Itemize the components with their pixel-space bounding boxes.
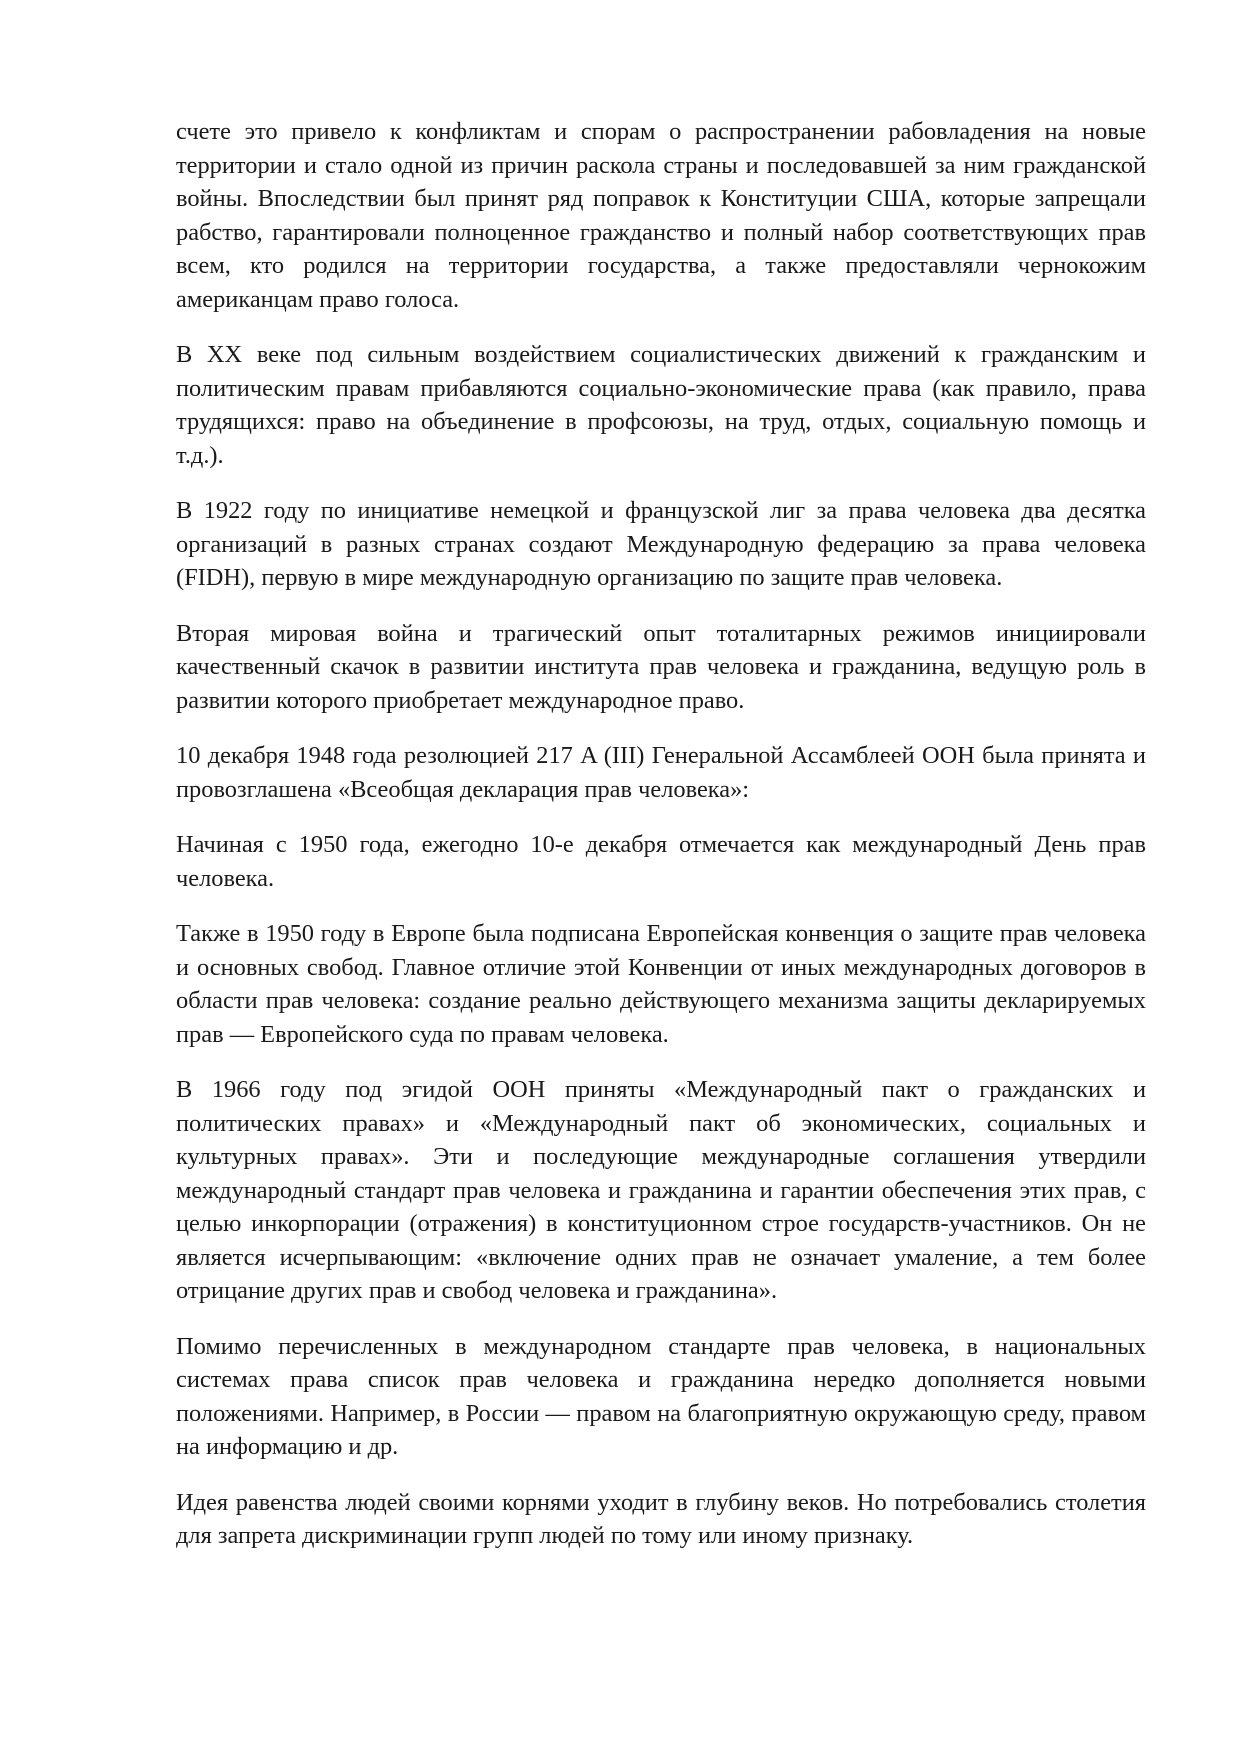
paragraph-7: Также в 1950 году в Европе была подписана Европейская конвенция о защите прав человека и основных свобод. Главное отличие этой Конвенции от иных международных договоров в области прав человека: создание реально действующего механизма защиты декларируемых прав — Европейского суда по правам человека.	[176, 920, 1146, 1048]
paragraph-10: Идея равенства людей своими корнями уходит в глубину веков. Но потребовались столетия для запрета дискриминации групп людей по тому или иному признаку.	[176, 1488, 1146, 1549]
paragraph-4: Вторая мировая война и трагический опыт тоталитарных режимов инициировали качественный скачок в развитии института прав человека и гражданина, ведущую роль в развитии которого приобретает международное право.	[176, 619, 1146, 714]
paragraph-2: В XX веке под сильным воздействием социалистических движений к гражданским и политическим правам прибавляются социально-экономические права (как правило, права трудящихся: право на объединение в профсоюзы, на труд, отдых, социальную помощь и т.д.).	[176, 341, 1146, 469]
document-body	[176, 115, 1146, 1575]
paragraph-9: Помимо перечисленных в международном стандарте прав человека, в национальных системах права список прав человека и гражданина нередко дополняется новыми положениями. Например, в России — правом на благоприятную окружающую среду, правом на информацию и др.	[176, 1332, 1146, 1460]
paragraph-6: Начиная с 1950 года, ежегодно 10-е декабря отмечается как международный День прав человека.	[176, 831, 1146, 892]
paragraph-8: В 1966 году под эгидой ООН приняты «Международный пакт о гражданских и политических правах» и «Международный пакт об экономических, социальных и культурных правах». Эти и последующие международные соглашения утвердили международный стандарт прав человека и гражданина и гарантии обеспечения этих прав, с целью инкорпорации (отражения) в конституционном строе государств-участников. Он не является исчерпывающим: «включение одних прав не означает умаление, а тем более отрицание других прав и свобод человека и гражданина».	[176, 1076, 1146, 1304]
paragraph-3: В 1922 году по инициативе немецкой и французской лиг за права человека два десятка организаций в разных странах создают Международную федерацию за права человека (FIDH), первую в мире международную организацию по защите прав человека.	[176, 497, 1146, 591]
paragraph-5: 10 декабря 1948 года резолюцией 217 A (III) Генеральной Ассамблеей ООН была принята и провозглашена «Всеобщая декларация прав человека»:	[176, 742, 1146, 803]
paragraph-1: счете это привело к конфликтам и спорам о распространении рабовладения на новые территории и стало одной из причин раскола страны и последовавшей за ним гражданской войны. Впоследствии был принят ряд поправок к Конституции США, которые запрещали рабство, гарантировали полноценное гражданство и полный набор соответствующих прав всем, кто родился на территории государства, а также предоставляли чернокожим американцам право голоса.	[176, 118, 1146, 313]
